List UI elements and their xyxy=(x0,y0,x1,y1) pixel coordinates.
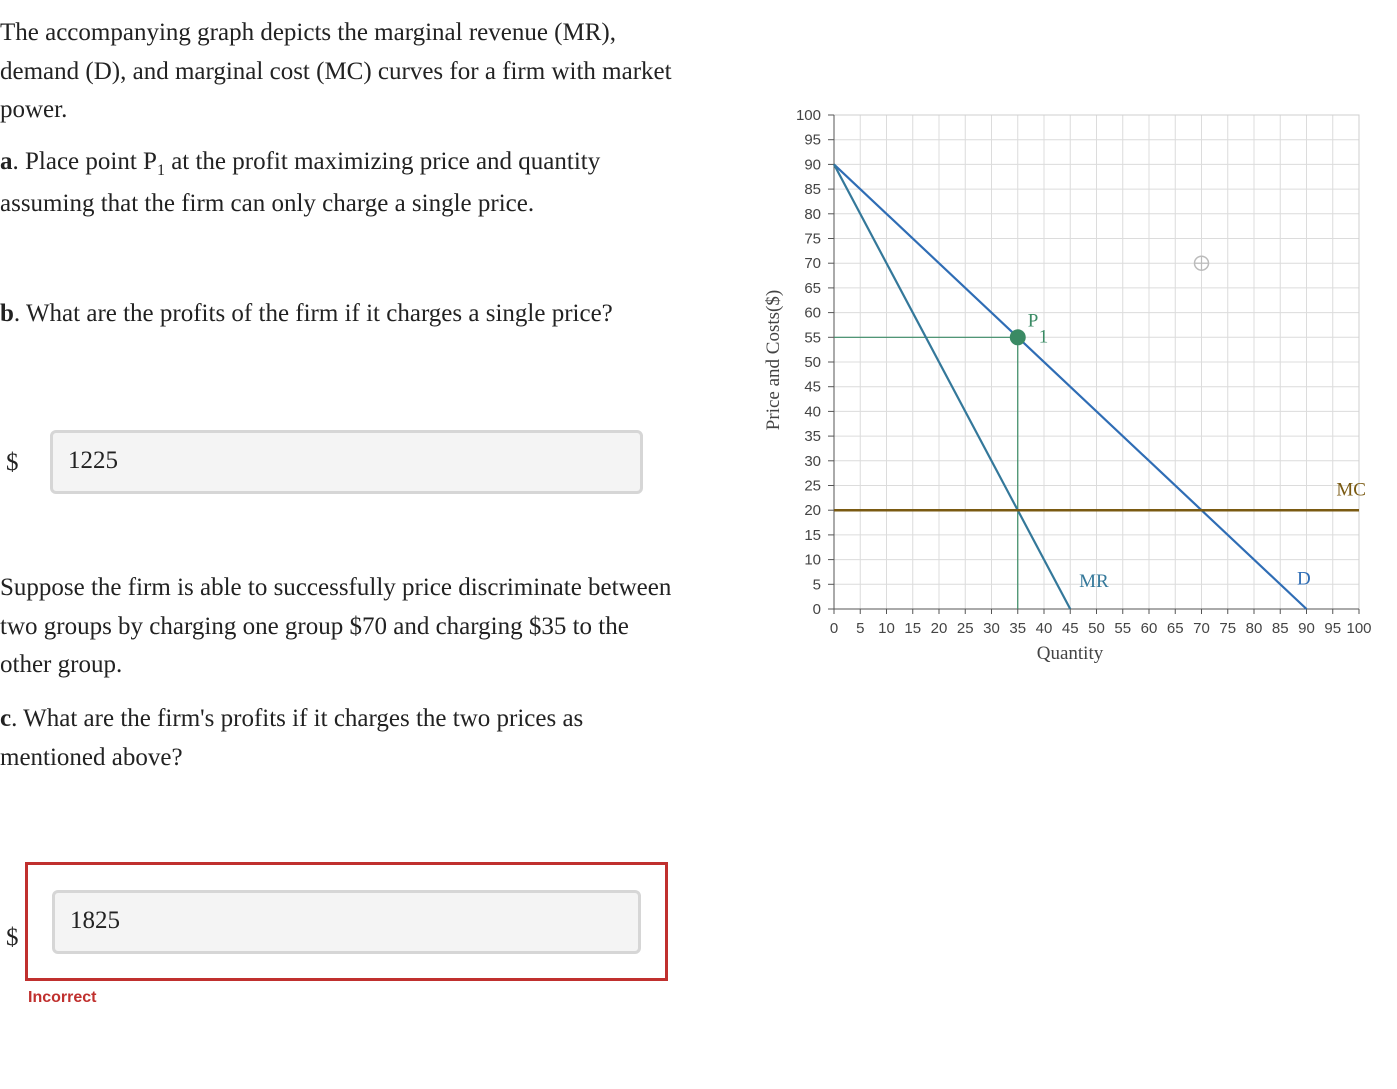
y-tick-label: 35 xyxy=(804,428,821,446)
y-tick-label: 55 xyxy=(804,329,821,347)
x-tick-label: 65 xyxy=(1166,620,1184,637)
point-p1[interactable] xyxy=(1010,329,1026,345)
x-tick-label: 0 xyxy=(829,620,839,637)
x-axis-title: Quantity xyxy=(1036,643,1104,664)
y-tick-label: 100 xyxy=(795,107,821,124)
x-tick-label: 50 xyxy=(1088,620,1105,637)
x-tick-label: 55 xyxy=(1114,620,1132,637)
y-tick-label: 45 xyxy=(804,378,821,396)
part-a-letter: a xyxy=(0,148,13,175)
label-mc: MC xyxy=(1336,479,1366,501)
part-c-letter: c xyxy=(0,705,12,732)
y-tick-label: 65 xyxy=(804,279,821,297)
x-tick-label: 10 xyxy=(878,620,895,637)
part-b-letter: b xyxy=(0,300,14,327)
chart-guides xyxy=(834,337,1018,609)
x-tick-label: 45 xyxy=(1061,620,1079,637)
point-p1-subscript: 1 xyxy=(1038,326,1049,348)
y-tick-label: 25 xyxy=(804,477,821,495)
y-tick-label: 30 xyxy=(804,452,821,470)
y-tick-label: 95 xyxy=(804,131,821,149)
y-tick-label: 20 xyxy=(804,502,821,520)
chart-grid xyxy=(834,115,1359,609)
part-b-text: . What are the profits of the firm if it charges a single price? xyxy=(13,300,613,327)
x-tick-label: 95 xyxy=(1324,620,1342,637)
chart-point-layer[interactable] xyxy=(1010,256,1209,347)
chart-axes xyxy=(796,107,1372,637)
part-a-subscript: 1 xyxy=(156,162,165,179)
y-axis-title: Price and Costs($) xyxy=(763,289,784,431)
y-tick-label: 40 xyxy=(804,403,821,421)
part-b-currency: $ xyxy=(6,449,19,476)
x-tick-label: 35 xyxy=(1009,620,1027,637)
x-tick-label: 5 xyxy=(856,620,865,637)
y-tick-label: 70 xyxy=(804,255,821,273)
x-tick-label: 90 xyxy=(1298,620,1315,637)
x-tick-label: 60 xyxy=(1140,620,1158,637)
point-p1-label: P xyxy=(1027,310,1039,332)
y-tick-label: 0 xyxy=(812,601,821,618)
x-tick-label: 70 xyxy=(1193,620,1210,637)
part-c-text: . What are the firm's profits if it charges the two prices as mentioned above? xyxy=(0,705,584,771)
intro-text: The accompanying graph depicts the marginal revenue (MR), demand (D), and marginal cost (MC) curves for a firm with market power. xyxy=(0,19,672,123)
part-b-answer-field[interactable]: 1225 xyxy=(50,430,643,494)
y-tick-label: 85 xyxy=(804,181,821,199)
chart-labels xyxy=(1079,479,1366,591)
x-tick-label: 40 xyxy=(1035,620,1053,637)
x-tick-label: 100 xyxy=(1346,620,1372,637)
y-tick-label: 90 xyxy=(804,156,821,174)
x-tick-label: 30 xyxy=(983,620,1000,637)
y-tick-label: 5 xyxy=(812,576,821,594)
y-tick-label: 15 xyxy=(804,526,821,544)
part-a-text-after: at the profit maximizing price and quantity assuming that the firm can only charge a single price. xyxy=(0,148,601,217)
y-tick-label: 50 xyxy=(804,354,821,371)
label-d: D xyxy=(1297,568,1311,590)
y-tick-label: 75 xyxy=(804,230,821,248)
x-tick-label: 25 xyxy=(956,620,974,637)
x-tick-label: 75 xyxy=(1219,620,1237,637)
x-tick-label: 85 xyxy=(1271,620,1289,637)
part-c-answer-field[interactable]: 1825 xyxy=(52,890,641,954)
y-tick-label: 80 xyxy=(804,205,821,223)
part-a-text-before: . Place point P xyxy=(12,148,157,175)
label-mr: MR xyxy=(1079,570,1109,592)
feedback-incorrect: Incorrect xyxy=(28,989,97,1006)
y-tick-label: 10 xyxy=(804,551,821,569)
x-tick-label: 80 xyxy=(1245,620,1263,637)
y-tick-label: 60 xyxy=(804,304,821,322)
scenario-text: Suppose the firm is able to successfully price discriminate between two groups by charging one group $70 and charging $35 to the other group. xyxy=(0,574,672,678)
part-c-currency: $ xyxy=(6,924,19,951)
x-tick-label: 20 xyxy=(930,620,948,637)
x-tick-label: 15 xyxy=(904,620,922,637)
